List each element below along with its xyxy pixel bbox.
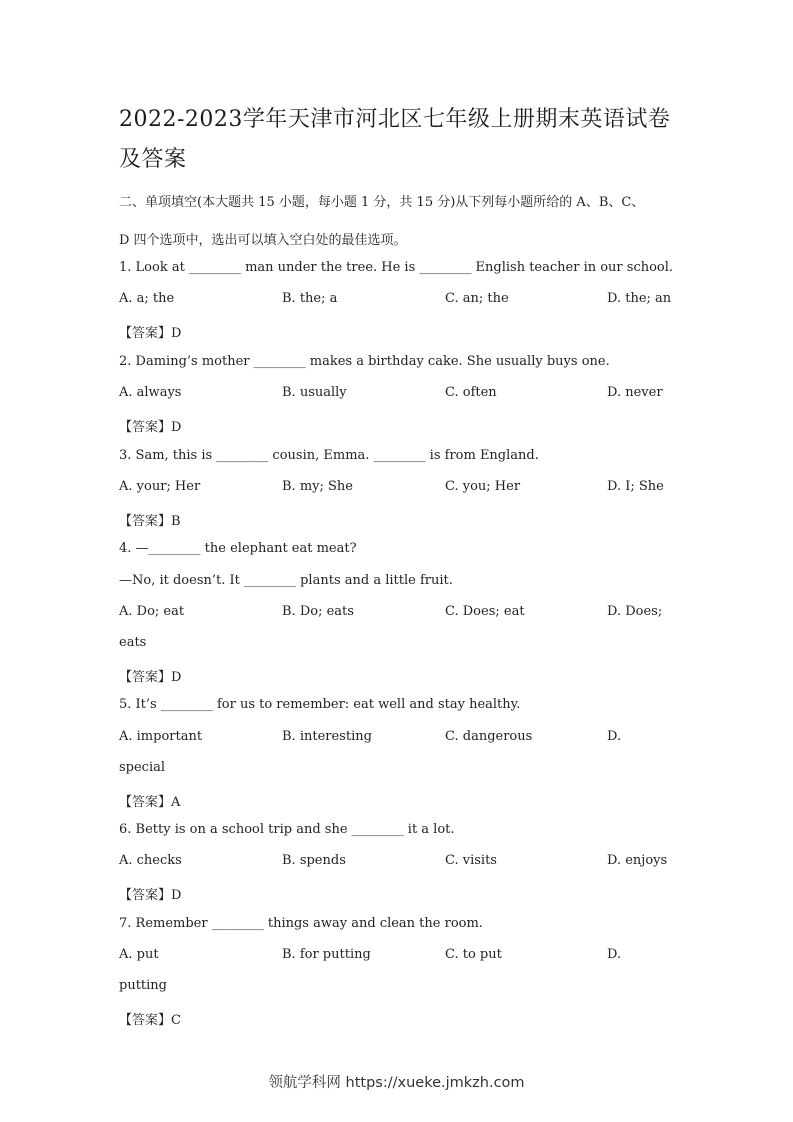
question-1-answer: 【答案】D (119, 326, 182, 341)
question-3-stem: 3. Sam, this is ________ cousin, Emma. ________ is from England. (119, 448, 539, 463)
question-7-answer: 【答案】C (119, 1013, 181, 1028)
question-7-option-c: C. to put (445, 947, 502, 962)
question-6-option-c: C. visits (445, 853, 497, 868)
question-4-stem: 4. —________ the elephant eat meat? (119, 541, 357, 556)
question-3-option-a: A. your; Her (119, 479, 201, 494)
question-3-option-d: D. I; She (607, 479, 664, 494)
question-5-option-d-wrap: special (119, 760, 166, 775)
instructions-line-1: 二、单项填空(本大题共 15 小题，每小题 1 分，共 15 分)从下列每小题所给的 A、B、C、 (119, 195, 645, 210)
question-3-option-c: C. you; Her (445, 479, 521, 494)
question-6-option-b: B. spends (282, 853, 346, 868)
question-2-option-b: B. usually (282, 385, 347, 400)
question-1-option-c: C. an; the (445, 291, 509, 306)
question-7-option-b: B. for putting (282, 947, 371, 962)
question-1-stem: 1. Look at ________ man under the tree. He is ________ English teacher in our school. (119, 260, 674, 275)
question-6-option-d: D. enjoys (607, 853, 668, 868)
page-title: 2022-2023学年天津市河北区七年级上册期末英语试卷及答案 (119, 107, 671, 172)
question-4-option-b: B. Do; eats (282, 604, 354, 619)
question-3-option-b: B. my; She (282, 479, 353, 494)
question-5-option-a: A. important (119, 729, 203, 744)
question-4-stem-reply: —No, it doesn’t. It ________ plants and a little fruit. (119, 573, 453, 588)
question-6-answer: 【答案】D (119, 888, 182, 903)
footer-watermark: 领航学科网 https://xueke.jmkzh.com (268, 1075, 525, 1091)
question-7-option-a: A. put (119, 947, 159, 962)
question-5-option-d: D. (607, 729, 622, 744)
question-4-option-d: D. Does; (607, 604, 663, 619)
question-4-answer: 【答案】D (119, 670, 182, 685)
question-7-stem: 7. Remember ________ things away and clean the room. (119, 916, 483, 931)
question-4-option-d-wrap: eats (119, 635, 147, 650)
question-3-answer: 【答案】B (119, 514, 181, 529)
question-2-option-a: A. always (119, 385, 182, 400)
question-5-answer: 【答案】A (119, 795, 181, 810)
instructions-line-2: D 四个选项中，选出可以填入空白处的最佳选项。 (119, 233, 407, 248)
question-7-option-d-wrap: putting (119, 978, 167, 993)
question-2-option-d: D. never (607, 385, 663, 400)
question-2-answer: 【答案】D (119, 420, 182, 435)
question-1-option-b: B. the; a (282, 291, 338, 306)
question-5-option-c: C. dangerous (445, 729, 533, 744)
question-1-option-d: D. the; an (607, 291, 672, 306)
question-2-stem: 2. Daming’s mother ________ makes a birthday cake. She usually buys one. (119, 354, 610, 369)
question-4-option-c: C. Does; eat (445, 604, 525, 619)
question-6-stem: 6. Betty is on a school trip and she ________ it a lot. (119, 822, 455, 837)
question-1-option-a: A. a; the (119, 291, 175, 306)
question-7-option-d: D. (607, 947, 622, 962)
question-5-option-b: B. interesting (282, 729, 372, 744)
question-6-option-a: A. checks (119, 853, 182, 868)
question-4-option-a: A. Do; eat (119, 604, 185, 619)
question-2-option-c: C. often (445, 385, 497, 400)
question-5-stem: 5. It’s ________ for us to remember: eat well and stay healthy. (119, 697, 521, 712)
